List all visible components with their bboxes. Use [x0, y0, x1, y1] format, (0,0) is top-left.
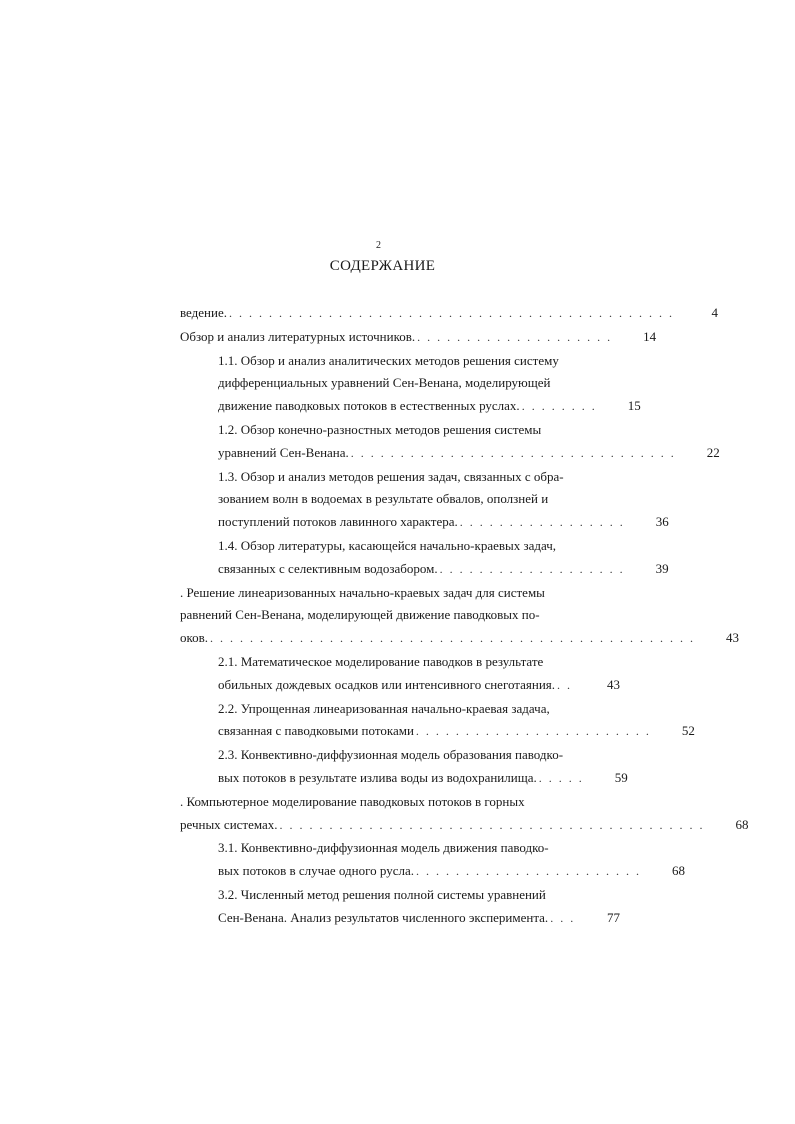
toc-page-number: 43 [607, 676, 620, 692]
toc-entry-text-line: . Решение линеаризованных начально-краевых задач для системы [180, 584, 545, 600]
toc-entry [180, 698, 695, 744]
toc-leader-dots: . . . . . . . . . . . . . . . . . . . . . . . . . . . . . . . . . . . . . . . . . . . . . . . . . [210, 631, 696, 646]
toc-page-number: 15 [627, 398, 641, 414]
toc-entry-last-line [218, 907, 620, 930]
toc-leader-dots: . . . . . . . . . . . . . . . . . . . . . . . . . . . . . . . . . . . . . . . . . . . . . [228, 306, 674, 320]
toc-entry-text-line: 1.3. Обзор и анализ методов решения задач, связанных с обра- [218, 468, 564, 484]
toc-entry-last-line [218, 395, 641, 418]
toc-entry-text-line: вых потоков в результате излива воды из водохранилища. [218, 769, 537, 785]
toc-leader-dots: . . . . . . . . . . . . . . . . . . . . [417, 329, 613, 344]
toc-entry-last-line [218, 674, 620, 697]
toc-entry-last-line [180, 302, 718, 325]
toc-page-number: 68 [735, 816, 749, 832]
toc-entry [180, 350, 641, 418]
toc-entry-text-line: связанных с селективным водозабором. [218, 560, 438, 576]
toc-entry-last-line [218, 558, 669, 581]
toc-entry-text-line: связанная с паводковыми потоками [218, 723, 414, 739]
toc-entry-text-line: обильных дождевых осадков или интенсивного снеготаяния. [218, 676, 556, 692]
toc-leader-dots: . . . . . . . . . . . . . . . . . . . [439, 561, 625, 576]
toc-page-number: 22 [706, 444, 720, 460]
toc-page-number: 68 [672, 863, 685, 879]
toc-entry-text-line: ведение. [180, 305, 227, 320]
toc-leader-dots: . . . . . . . . . . . . . . . . . . . . . . . . [415, 724, 651, 739]
toc-leader-dots: . . . . . . . . . . . . . . . . . . . . . . . . . . . . . . . . . . . . . . . . . . . [279, 817, 705, 832]
toc-entry-text-line: 3.2. Численный метод решения полной системы уравнений [218, 886, 546, 902]
toc-entry-last-line [180, 326, 657, 349]
toc-entry [180, 466, 669, 534]
toc-entry-text-line: уравнений Сен-Венана. [218, 444, 349, 460]
toc-page-number: 36 [655, 514, 669, 530]
toc-entry-text-line: дифференциальных уравнений Сен-Венана, моделирующей [218, 375, 551, 391]
toc-entry [180, 582, 740, 650]
toc-entry [180, 837, 685, 883]
toc-entry-text-line: поступлений потоков лавинного характера. [218, 514, 458, 530]
toc-leader-dots: . . [557, 677, 573, 692]
toc-entry-text-line: Сен-Венана. Анализ результатов численного эксперимента. [218, 909, 549, 925]
toc-entry-last-line [180, 814, 749, 837]
toc-entry [180, 535, 669, 581]
toc-page-number: 39 [655, 560, 669, 576]
toc-page-number: 77 [607, 909, 620, 925]
toc-entry [180, 884, 620, 930]
toc-entry [180, 326, 657, 349]
toc-leader-dots: . . . [550, 910, 576, 925]
toc-entry [180, 744, 628, 790]
toc-leader-dots: . . . . . . . . [521, 399, 597, 414]
toc-leader-dots: . . . . . . . . . . . . . . . . . [459, 515, 625, 530]
toc-entry [180, 791, 749, 837]
toc-page-number: 52 [681, 723, 695, 739]
toc-leader-dots: . . . . . . . . . . . . . . . . . . . . . . . . . . . . . . . . . [350, 445, 676, 460]
toc-entry [180, 419, 720, 465]
toc-entry-text-line: 3.1. Конвективно-диффузионная модель движения паводко- [218, 840, 549, 856]
toc-leader-dots: . . . . . [538, 770, 584, 785]
toc-entry-last-line [218, 442, 720, 465]
toc-entry-last-line [218, 511, 669, 534]
toc-entry-text-line: оков. [180, 630, 209, 646]
toc-entry-text-line: . Компьютерное моделирование паводковых потоков в горных [180, 793, 525, 809]
toc-entry [180, 651, 620, 697]
toc-entry-text-line: 2.2. Упрощенная линеаризованная начально-краевая задача, [218, 700, 550, 716]
toc-entry-text-line: равнений Сен-Венана, моделирующей движение паводковых по- [180, 607, 540, 623]
toc-entry-text-line: зованием волн в водоемах в результате обвалов, оползней и [218, 491, 549, 507]
toc-entry-last-line [218, 720, 695, 743]
toc-entry-text-line: 2.3. Конвективно-диффузионная модель образования паводко- [218, 747, 564, 763]
toc-entry-text-line: Обзор и анализ литературных источников. [180, 328, 416, 344]
table-of-contents [180, 302, 749, 931]
toc-entry-last-line [218, 860, 685, 883]
toc-page-number: 59 [614, 769, 628, 785]
toc-page-number: 43 [726, 630, 740, 646]
toc-entry-text-line: движение паводковых потоков в естественных руслах. [218, 398, 520, 414]
page-title: СОДЕРЖАНИЕ [329, 258, 436, 274]
page-number: 2 [376, 240, 381, 251]
toc-page-number: 4 [711, 305, 718, 320]
toc-entry-last-line [180, 627, 740, 650]
toc-entry-text-line: 1.1. Обзор и анализ аналитических методов решения систему [218, 352, 559, 368]
toc-entry-text-line: 2.1. Математическое моделирование паводков в результате [218, 653, 544, 669]
toc-entry-text-line: вых потоков в случае одного русла. [218, 863, 414, 879]
toc-entry-last-line [218, 767, 628, 790]
toc-entry [180, 302, 718, 325]
toc-entry-text-line: речных системах. [180, 816, 278, 832]
toc-page-number: 14 [643, 328, 657, 344]
toc-entry-text-line: 1.2. Обзор конечно-разностных методов решения системы [218, 421, 542, 437]
toc-entry-text-line: 1.4. Обзор литературы, касающейся начально-краевых задач, [218, 537, 557, 553]
toc-leader-dots: . . . . . . . . . . . . . . . . . . . . . . . [416, 864, 641, 879]
